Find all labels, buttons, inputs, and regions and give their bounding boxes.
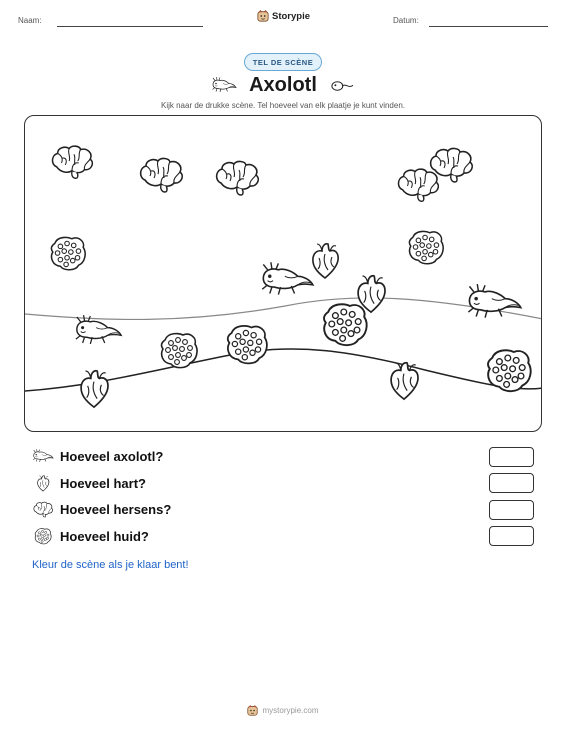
storypie-logo-icon xyxy=(247,705,258,716)
axolotl-icon xyxy=(32,448,54,464)
axolotl-icon xyxy=(468,284,520,317)
question-text: Hoeveel huid? xyxy=(60,528,149,544)
question-brain xyxy=(32,501,171,518)
question-text: Hoeveel hersens? xyxy=(60,502,172,517)
name-label: Naam: xyxy=(18,16,42,25)
skin-icon xyxy=(409,231,443,263)
answer-box-axolotl[interactable] xyxy=(489,447,534,467)
instructions: Kijk naar de drukke scène. Tel hoeveel van elk plaatje je kunt vinden. xyxy=(160,101,405,110)
skin-icon xyxy=(32,527,54,545)
skin-icon xyxy=(51,237,85,269)
question-text: Hoeveel hart? xyxy=(60,475,146,491)
axolotl-icon xyxy=(262,262,313,294)
date-label: Datum: xyxy=(393,16,419,25)
name-field[interactable] xyxy=(57,26,203,27)
question-axolotl xyxy=(32,448,163,464)
question-heart xyxy=(32,474,146,492)
answer-box-skin[interactable] xyxy=(489,526,534,546)
page-title: Axolotl xyxy=(249,74,317,96)
tadpole-icon xyxy=(330,79,354,93)
color-note: Kleur de scène als je klaar bent! xyxy=(32,559,189,571)
brain-icon xyxy=(398,169,438,201)
heart-icon xyxy=(358,276,385,312)
date-field[interactable] xyxy=(429,26,548,27)
heart-icon xyxy=(313,244,338,278)
heart-icon xyxy=(391,363,418,399)
brain-icon xyxy=(32,501,54,518)
brain-icon xyxy=(141,158,183,192)
question-skin xyxy=(32,527,149,545)
answer-box-heart[interactable] xyxy=(489,473,534,493)
storypie-logo-icon xyxy=(257,10,269,22)
answer-box-brain[interactable] xyxy=(489,500,534,520)
water-line xyxy=(25,298,542,320)
brain-icon xyxy=(52,146,92,178)
brand-logo xyxy=(257,10,310,22)
heart-icon xyxy=(81,371,108,407)
skin-icon xyxy=(488,350,531,391)
scene-illustration xyxy=(25,116,542,432)
brain-icon xyxy=(217,161,259,195)
counting-scene xyxy=(24,115,542,432)
footer-url: mystorypie.com xyxy=(262,706,319,715)
skin-icon xyxy=(228,326,267,363)
footer xyxy=(0,705,566,716)
skin-icon xyxy=(324,304,367,345)
heart-icon xyxy=(32,474,54,492)
scene-badge: TEL DE SCÈNE xyxy=(244,53,322,71)
skin-icon xyxy=(162,334,198,368)
brand-name: Storypie xyxy=(272,10,311,22)
question-text: Hoeveel axolotl? xyxy=(60,448,164,464)
